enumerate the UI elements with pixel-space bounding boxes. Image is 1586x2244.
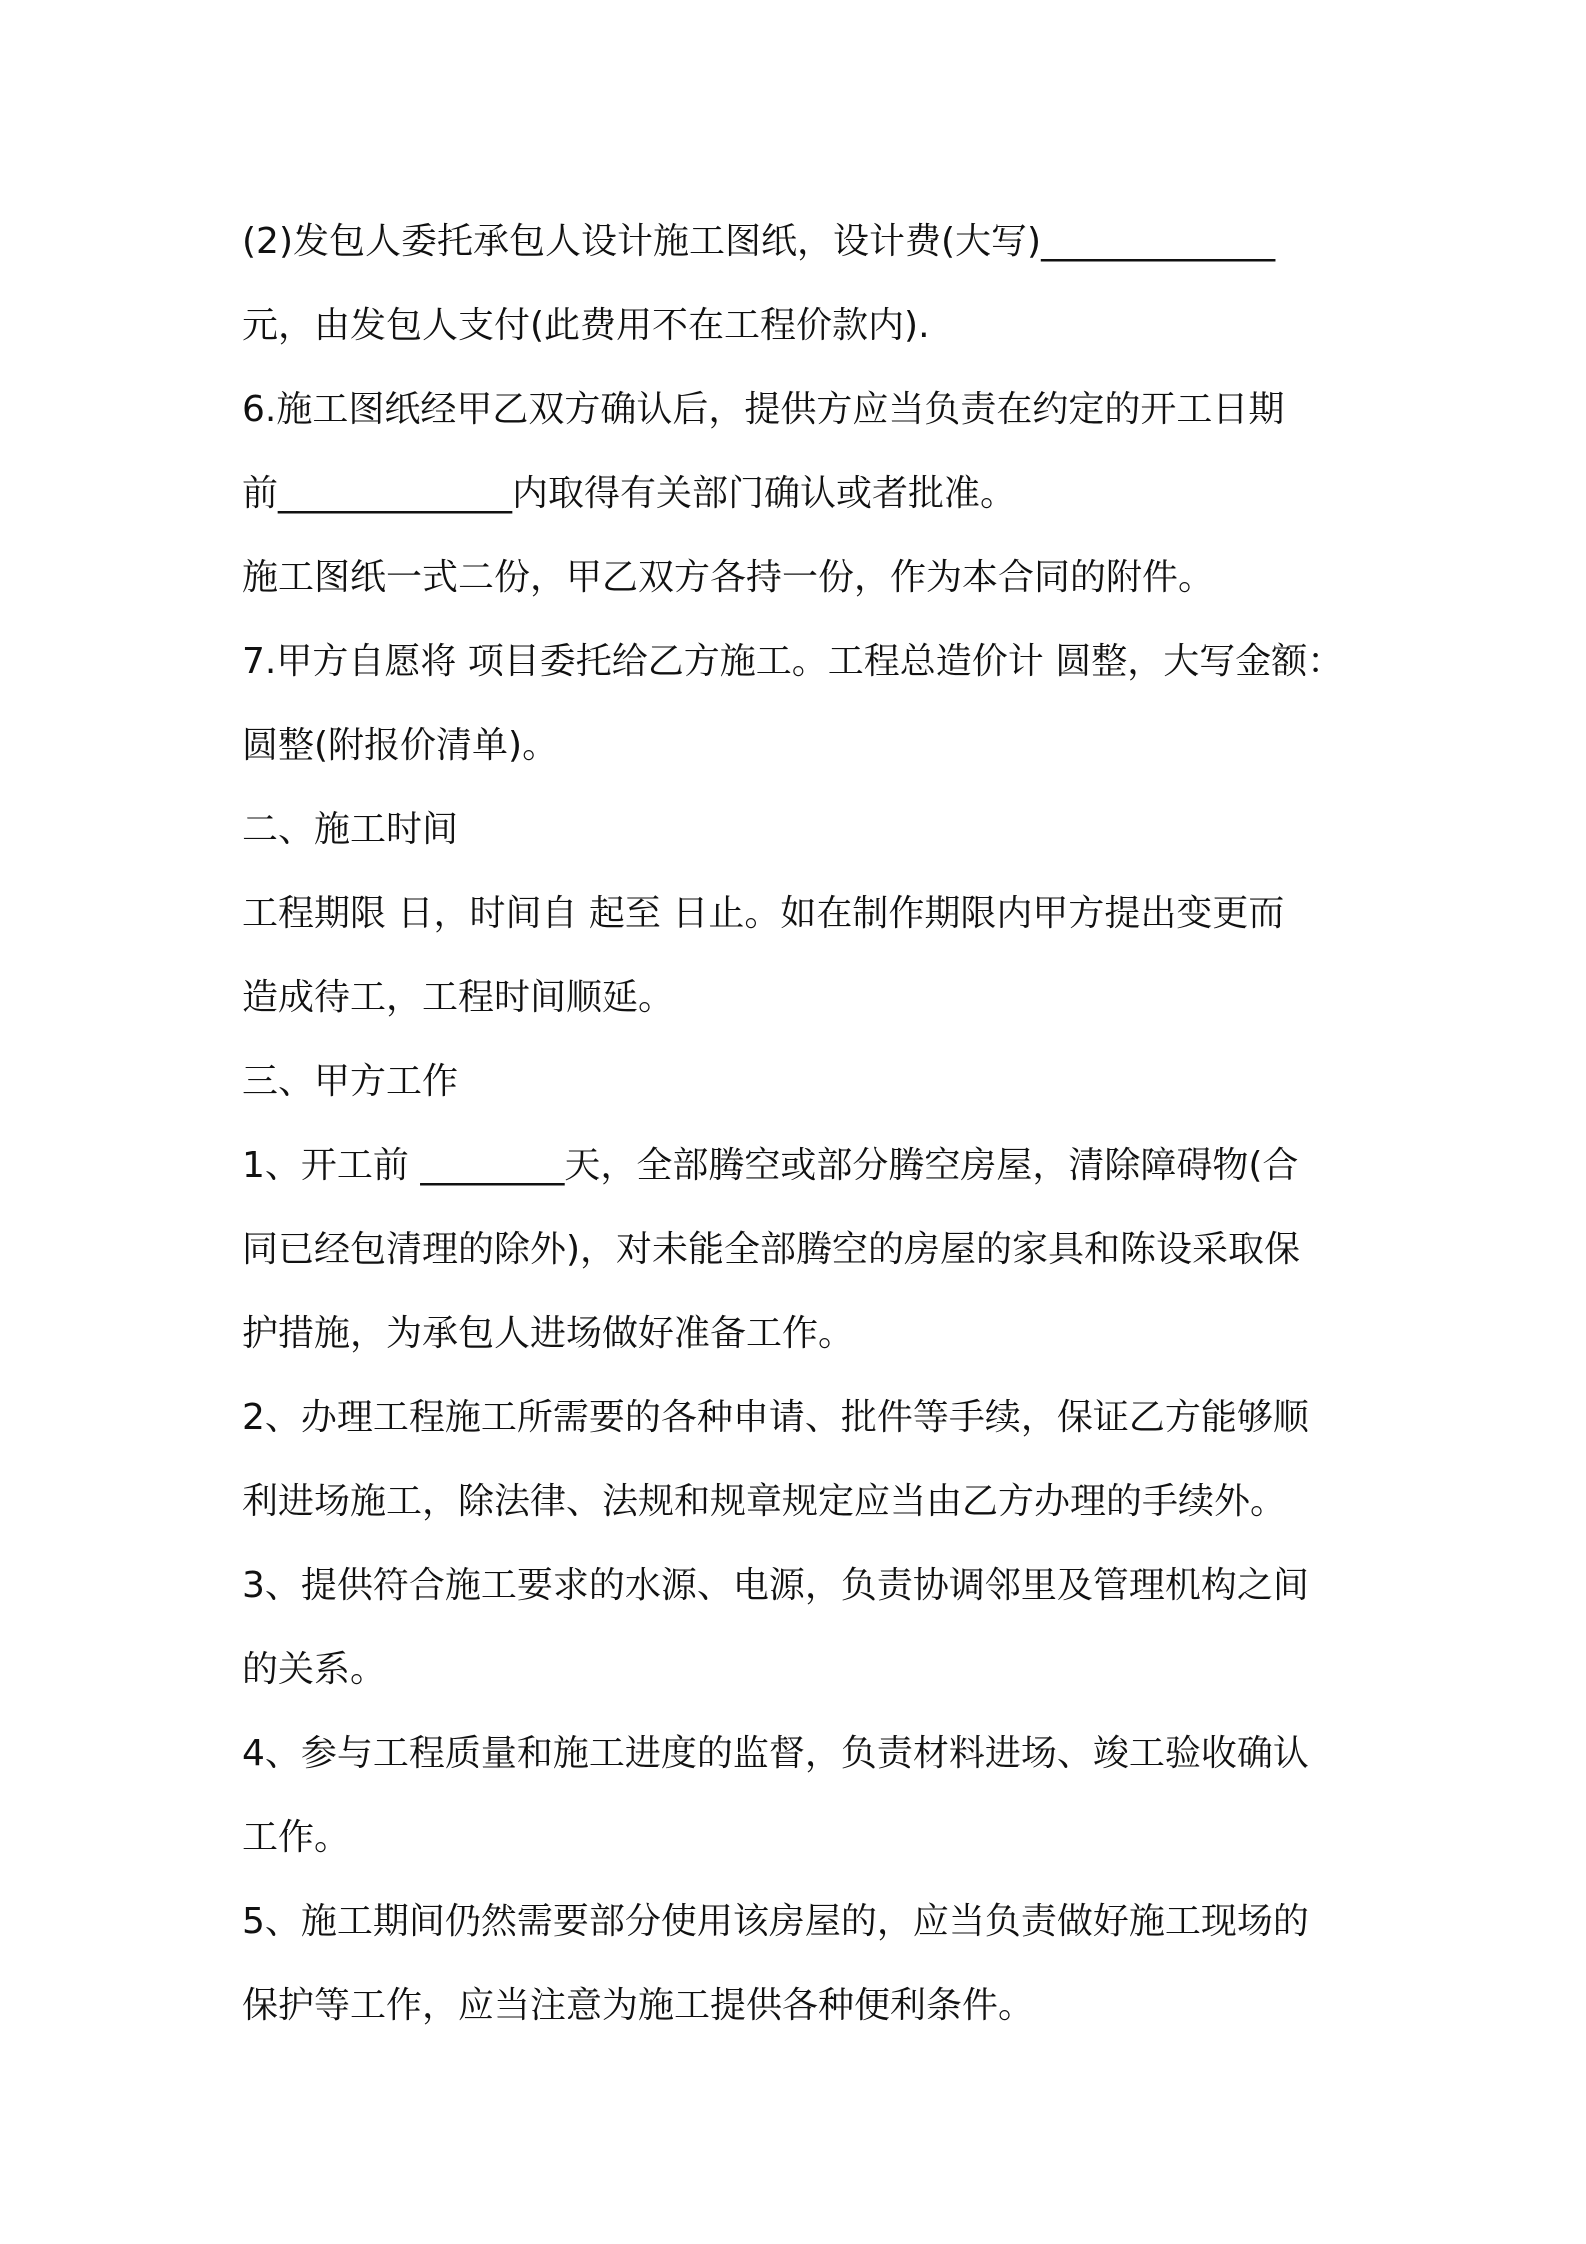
paragraph-line: 前_____________内取得有关部门确认或者批准。 — [242, 473, 1017, 514]
paragraph-line: 1、开工前 ________天，全部腾空或部分腾空房屋，清除障碍物(合 — [242, 1145, 1299, 1186]
paragraph-line: 圆整(附报价清单)。 — [242, 725, 559, 766]
paragraph-line: 工作。 — [242, 1817, 351, 1858]
paragraph-line: (2)发包人委托承包人设计施工图纸，设计费(大写)_____________ — [242, 221, 1276, 262]
section-heading: 三、甲方工作 — [242, 1061, 459, 1102]
paragraph-line: 同已经包清理的除外)，对未能全部腾空的房屋的家具和陈设采取保 — [242, 1229, 1301, 1270]
paragraph-line: 6.施工图纸经甲乙双方确认后，提供方应当负责在约定的开工日期 — [242, 389, 1285, 430]
paragraph-line: 元，由发包人支付(此费用不在工程价款内). — [242, 305, 930, 346]
paragraph-line: 利进场施工，除法律、法规和规章规定应当由乙方办理的手续外。 — [242, 1481, 1287, 1522]
paragraph-line: 5、施工期间仍然需要部分使用该房屋的，应当负责做好施工现场的 — [242, 1901, 1309, 1942]
section-heading: 二、施工时间 — [242, 809, 459, 850]
paragraph-line: 护措施，为承包人进场做好准备工作。 — [242, 1313, 855, 1354]
paragraph-line: 工程期限 日，时间自 起至 日止。如在制作期限内甲方提出变更而 — [242, 893, 1285, 934]
paragraph-line: 保护等工作，应当注意为施工提供各种便利条件。 — [242, 1985, 1035, 2026]
paragraph-line: 造成待工，工程时间顺延。 — [242, 977, 675, 1018]
paragraph-line: 7.甲方自愿将 项目委托给乙方施工。工程总造价计 圆整，大写金额： — [242, 641, 1344, 682]
paragraph-line: 2、办理工程施工所需要的各种申请、批件等手续，保证乙方能够顺 — [242, 1397, 1309, 1438]
paragraph-line: 的关系。 — [242, 1649, 387, 1690]
paragraph-line: 施工图纸一式二份，甲乙双方各持一份，作为本合同的附件。 — [242, 557, 1215, 598]
document-body — [242, 200, 1372, 2048]
paragraph-line: 3、提供符合施工要求的水源、电源，负责协调邻里及管理机构之间 — [242, 1565, 1309, 1606]
paragraph-line: 4、参与工程质量和施工进度的监督，负责材料进场、竣工验收确认 — [242, 1733, 1309, 1774]
